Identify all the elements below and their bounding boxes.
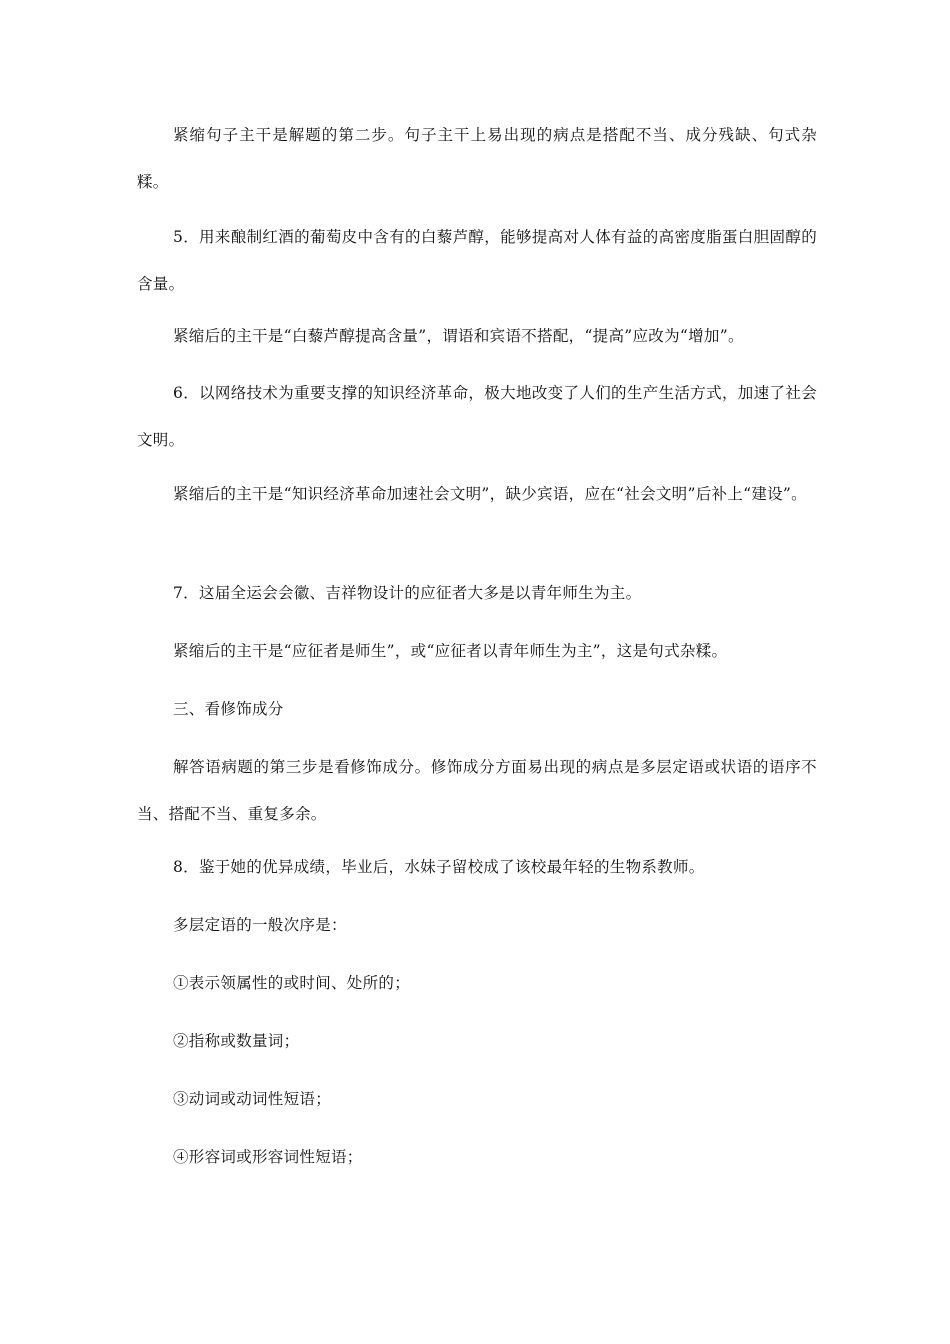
- section-heading: 三、看修饰成分: [173, 700, 284, 718]
- paragraph-q8: [137, 844, 817, 891]
- paragraph: 紧缩后的主干是“应征者是师生”，或“应征者以青年师生为主”，这是句式杂糅。: [173, 642, 728, 660]
- paragraph-q7-answer: [137, 628, 817, 675]
- paragraph: 6．以网络技术为重要支撑的知识经济革命，极大地改变了人们的生产生活方式，加速了社会文明。: [137, 384, 817, 449]
- paragraph-q7: [137, 570, 817, 617]
- paragraph-q6: [137, 370, 817, 464]
- paragraph: 多层定语的一般次序是：: [173, 916, 347, 934]
- section-heading-three: [137, 686, 817, 733]
- paragraph: 7．这届全运会会徽、吉祥物设计的应征者大多是以青年师生为主。: [173, 584, 642, 602]
- paragraph-q5: [137, 214, 817, 308]
- paragraph-q6-answer: [137, 471, 817, 518]
- paragraph-order-intro: [137, 902, 817, 949]
- paragraph: 紧缩句子主干是解题的第二步。句子主干上易出现的病点是搭配不当、成分残缺、句式杂糅。: [137, 126, 817, 191]
- list-item-3: [137, 1076, 817, 1123]
- paragraph-step-two: [137, 112, 817, 206]
- paragraph: 解答语病题的第三步是看修饰成分。修饰成分方面易出现的病点是多层定语或状语的语序不当、搭配不当、重复多余。: [137, 758, 817, 823]
- paragraph: 5．用来酿制红酒的葡萄皮中含有的白藜芦醇，能够提高对人体有益的高密度脂蛋白胆固醇的含量。: [137, 228, 817, 293]
- list-item: ③动词或动词性短语；: [173, 1090, 332, 1108]
- paragraph-step-three: [137, 744, 817, 838]
- list-item: ④形容词或形容词性短语；: [173, 1148, 363, 1166]
- list-item-4: [137, 1134, 817, 1181]
- list-item: ①表示领属性的或时间、处所的；: [173, 974, 411, 992]
- list-item-1: [137, 960, 817, 1007]
- paragraph: 紧缩后的主干是“知识经济革命加速社会文明”，缺少宾语，应在“社会文明”后补上“建设”。: [173, 485, 807, 503]
- paragraph: 紧缩后的主干是“白藜芦醇提高含量”，谓语和宾语不搭配，“提高”应改为“增加”。: [173, 327, 744, 345]
- list-item-2: [137, 1018, 817, 1065]
- paragraph: 8．鉴于她的优异成绩，毕业后，水妹子留校成了该校最年轻的生物系教师。: [173, 858, 705, 876]
- paragraph-q5-answer: [137, 313, 817, 360]
- list-item: ②指称或数量词；: [173, 1032, 300, 1050]
